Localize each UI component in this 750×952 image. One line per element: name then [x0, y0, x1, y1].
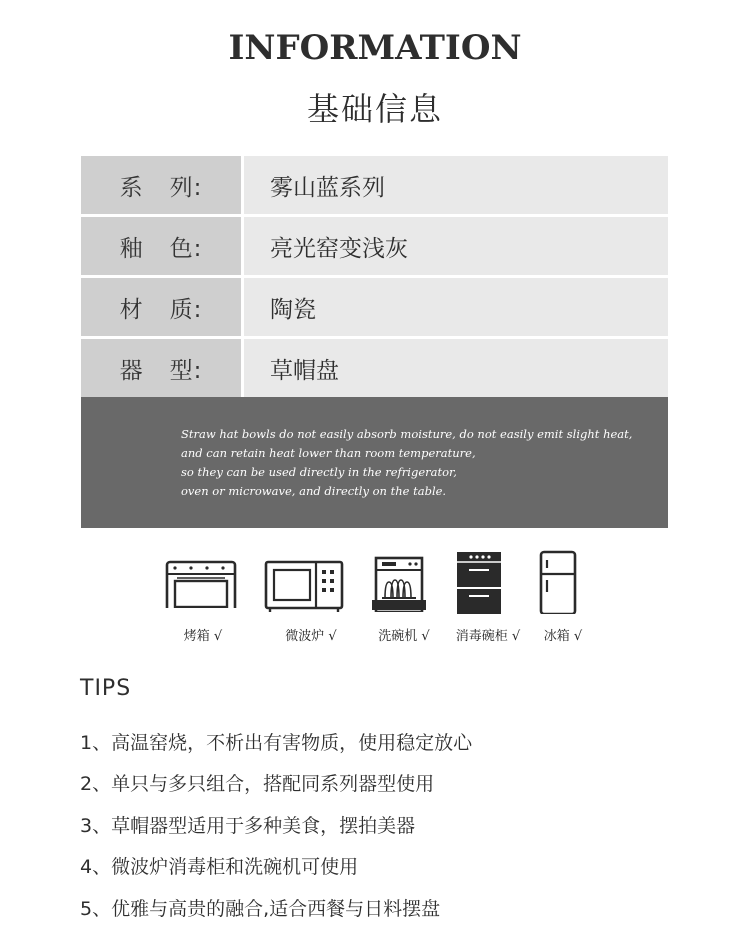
spec-key-char: 列:: [169, 174, 203, 201]
page-title-en: INFORMATION: [228, 28, 522, 68]
spec-key-char: 器: [119, 357, 144, 384]
page-title-cn: 基础信息: [306, 90, 443, 128]
appliance-icons: [155, 548, 605, 648]
tips-title: TIPS: [80, 676, 132, 701]
appliance-label: 微波炉 √: [285, 629, 337, 644]
appliance-oven: [165, 548, 237, 608]
description-line: so they can be used directly in the refrigerator,: [181, 465, 457, 479]
appliance-label: 冰箱 √: [543, 629, 583, 644]
spec-row-glaze: [81, 217, 668, 275]
appliance-label: 烤箱 √: [183, 629, 223, 644]
spec-row-material: [81, 278, 668, 336]
sterilizer-cabinet-icon: [455, 548, 503, 614]
description-line: and can retain heat lower than room temperature,: [181, 446, 476, 460]
appliance-label: 消毒碗柜 √: [455, 629, 521, 644]
spec-key: [81, 217, 241, 275]
spec-key: [81, 339, 241, 397]
spec-key: [81, 156, 241, 214]
tip-item: 1、高温窑烧，不析出有害物质，使用稳定放心: [80, 732, 473, 754]
appliance-dishwasher: [370, 548, 428, 612]
tip-item: 3、草帽器型适用于多种美食，摆拍美器: [80, 815, 416, 837]
description-line: oven or microwave, and directly on the table.: [181, 484, 447, 498]
appliance-microwave: [264, 548, 344, 612]
appliance-label: 洗碗机 √: [378, 629, 430, 644]
spec-key: [81, 278, 241, 336]
spec-table: [81, 156, 668, 400]
spec-key-char: 釉: [119, 235, 144, 262]
spec-value: 草帽盘: [244, 339, 668, 397]
spec-value: 陶瓷: [244, 278, 668, 336]
spec-key-char: 系: [119, 174, 144, 201]
spec-key-char: 色:: [169, 235, 203, 262]
tip-item: 4、微波炉消毒柜和洗碗机可使用: [80, 856, 359, 878]
spec-row-series: [81, 156, 668, 214]
oven-icon: [165, 548, 237, 608]
spec-row-shape: [81, 339, 668, 397]
dishwasher-icon: [370, 548, 428, 612]
spec-value: 雾山蓝系列: [244, 156, 668, 214]
spec-value: 亮光窑变浅灰: [244, 217, 668, 275]
appliance-refrigerator: [539, 548, 577, 614]
tip-item: 2、单只与多只组合，搭配同系列器型使用: [80, 773, 435, 795]
description-box: [81, 397, 668, 528]
spec-key-char: 质:: [169, 296, 203, 323]
description-line: Straw hat bowls do not easily absorb moisture, do not easily emit slight heat,: [181, 427, 633, 441]
refrigerator-icon: [539, 548, 577, 614]
spec-key-char: 型:: [169, 357, 203, 384]
appliance-sterilizer: [455, 548, 503, 614]
spec-key-char: 材: [119, 296, 144, 323]
microwave-icon: [264, 548, 344, 612]
tip-item: 5、优雅与高贵的融合,适合西餐与日料摆盘: [80, 898, 441, 920]
